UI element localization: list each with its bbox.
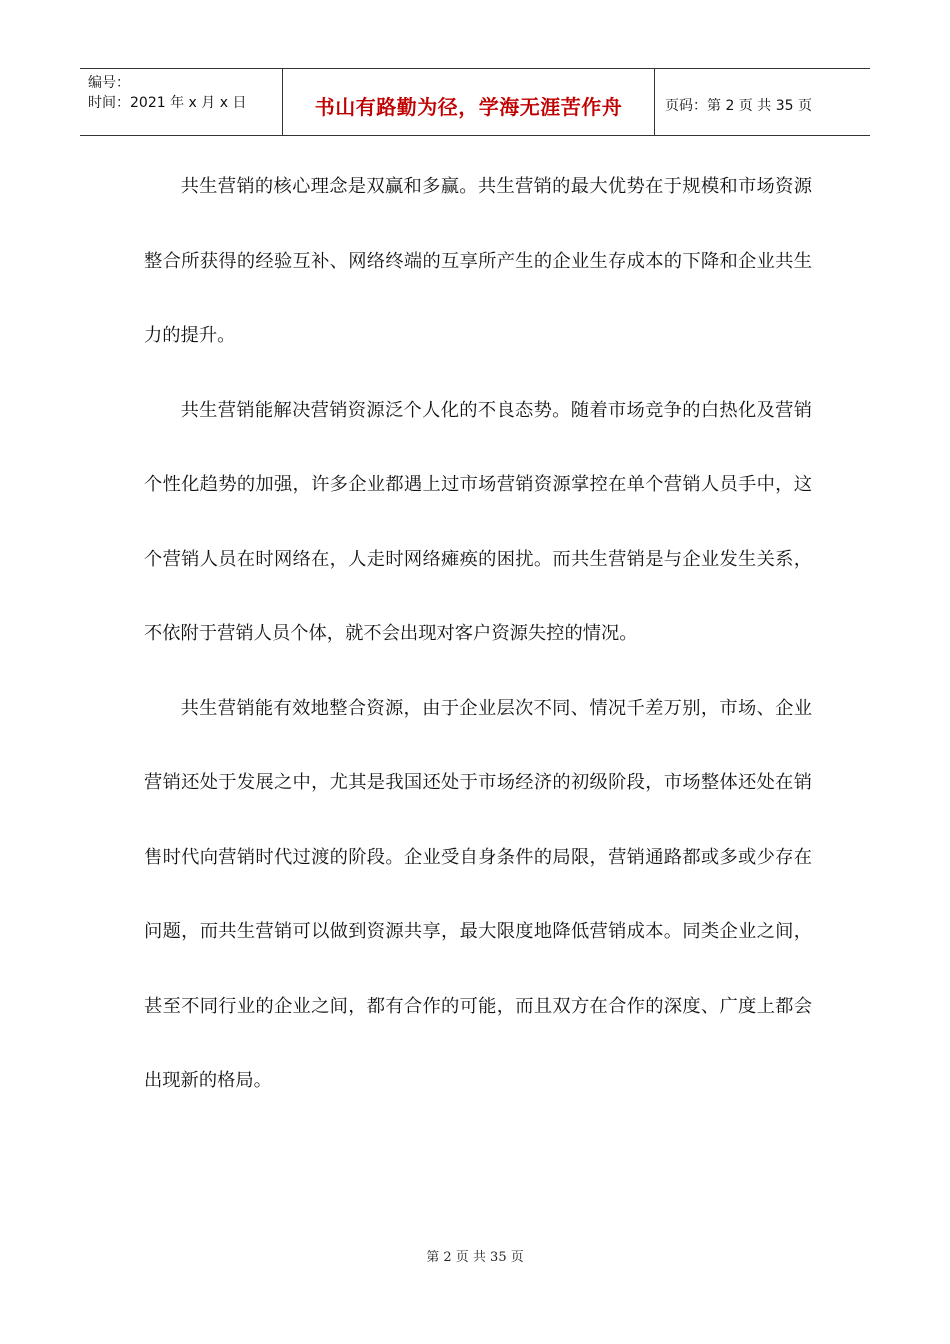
document-body <box>144 150 812 1119</box>
body-paragraph: 共生营销能有效地整合资源，由于企业层次不同、情况千差万别，市场、企业营销还处于发展之中，尤其是我国还处于市场经济的初级阶段，市场整体还处在销售时代向营销时代过渡的阶段。企业受自身条件的局限，营销通路都或多或少存在问题，而共生营销可以做到资源共享，最大限度地降低营销成本。同类企业之间，甚至不同行业的企业之间，都有合作的可能，而且双方在合作的深度、广度上都会出现新的格局。 <box>144 697 812 1091</box>
page-footer: 第 2 页 共 35 页 <box>426 1250 524 1265</box>
body-paragraph: 共生营销能解决营销资源泛个人化的不良态势。随着市场竞争的白热化及营销个性化趋势的加强，许多企业都遇上过市场营销资源掌控在单个营销人员手中，这个营销人员在时网络在，人走时网络瘫痪的困扰。而共生营销是与企业发生关系，不依附于营销人员个体，就不会出现对客户资源失控的情况。 <box>144 399 812 644</box>
body-paragraph: 共生营销的核心理念是双赢和多赢。共生营销的最大优势在于规模和市场资源整合所获得的经验互补、网络终端的互享所产生的企业生存成本的下降和企业共生力的提升。 <box>144 176 812 346</box>
header-motto: 书山有路勤为径，学海无涯苦作舟 <box>282 69 655 135</box>
header-meta <box>80 69 282 135</box>
document-date: 时间：2021 年 x 月 x 日 <box>88 95 247 111</box>
header-page-info: 页码：第 2 页 共 35 页 <box>665 98 812 114</box>
page-header <box>80 68 870 136</box>
document-number-label: 编号： <box>88 75 130 91</box>
